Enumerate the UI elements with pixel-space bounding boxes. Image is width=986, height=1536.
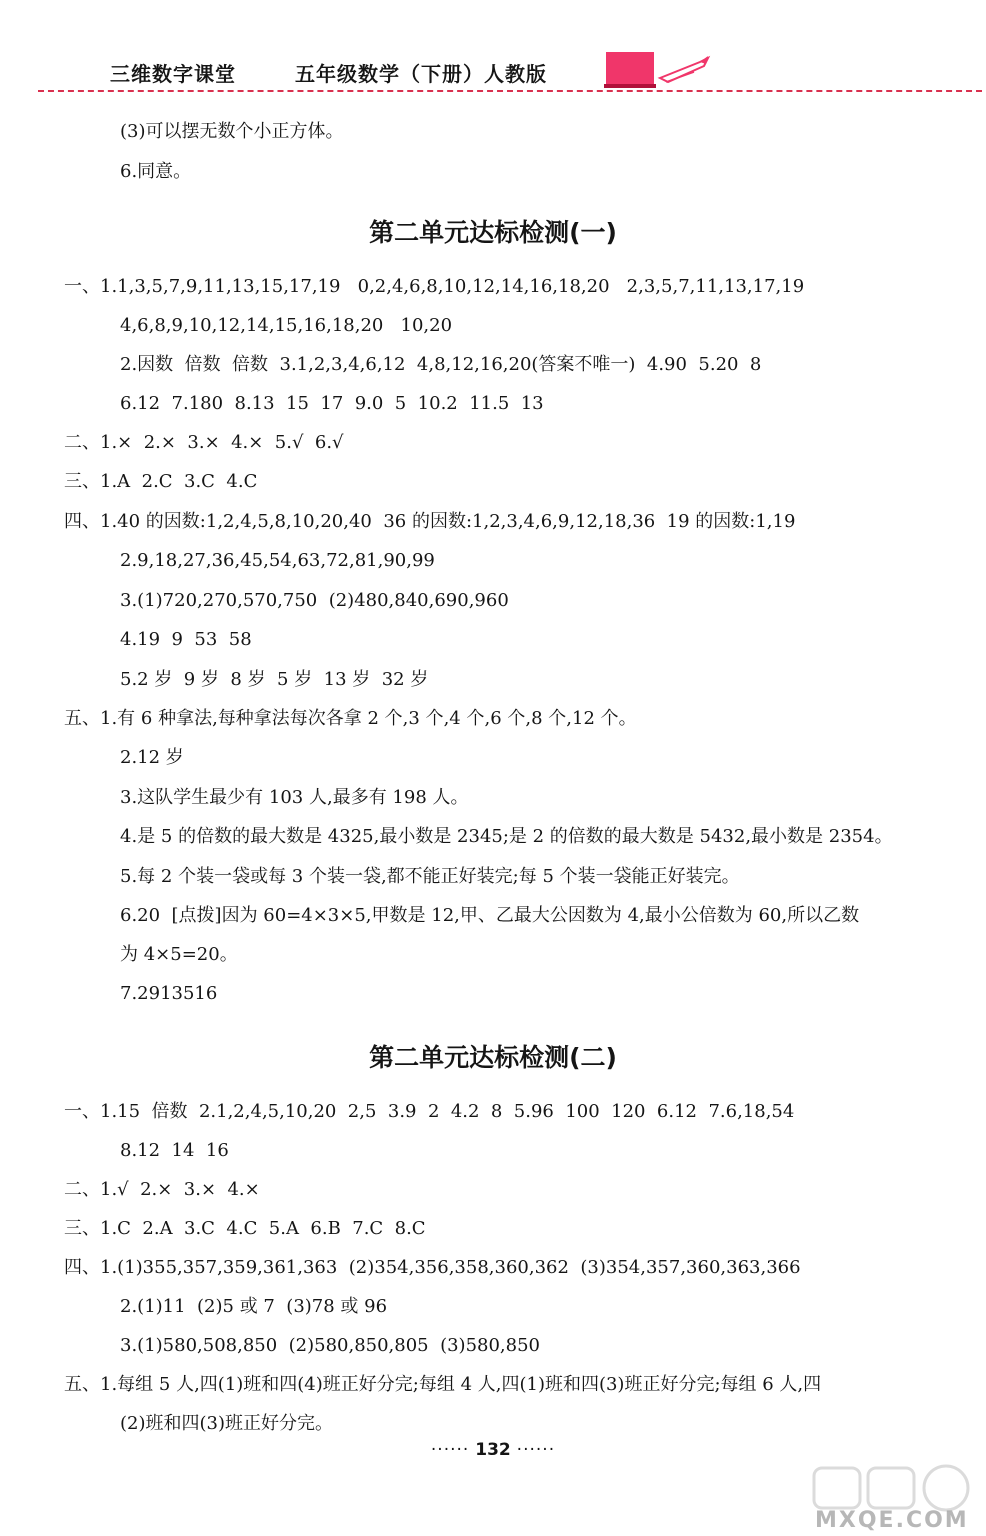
page-header <box>0 0 986 100</box>
answer-line: 5.2 岁 9 岁 8 岁 5 岁 13 岁 32 岁 <box>120 669 429 690</box>
answer-line: 3.这队学生最少有 103 人,最多有 198 人。 <box>120 787 469 808</box>
answer-line: 2.12 岁 <box>120 747 184 768</box>
answer-line: 2.因数 倍数 倍数 3.1,2,3,4,6,12 4,8,12,16,20(答案不唯一) 4.90 5.20 8 <box>120 354 762 375</box>
answer-line: 3.(1)580,508,850 (2)580,850,805 (3)580,850 <box>120 1335 541 1356</box>
answer-line: 4.是 5 的倍数的最大数是 4325,最小数是 2345;是 2 的倍数的最大数是 5432,最小数是 2354。 <box>120 826 893 847</box>
answer-line: 5.每 2 个装一袋或每 3 个装一袋,都不能正好装完;每 5 个装一袋能正好装完。 <box>120 866 740 887</box>
footer-dots-left: ······ <box>430 1440 470 1460</box>
answer-line: 2.9,18,27,36,45,54,63,72,81,90,99 <box>120 550 435 571</box>
section-title-1: 第二单元达标检测(一) <box>369 218 617 247</box>
answer-line: 6.20 [点拨]因为 60=4×3×5,甲数是 12,甲、乙最大公因数为 4,最小公倍数为 60,所以乙数 <box>120 905 860 926</box>
page-footer <box>0 1440 986 1460</box>
answer-line: 8.12 14 16 <box>120 1140 229 1161</box>
book-series-title: 三维数字课堂 <box>110 62 236 86</box>
answer-line: 四、1.(1)355,357,359,361,363 (2)354,356,358,360,362 (3)354,357,360,363,366 <box>64 1257 801 1278</box>
answer-line: 4.19 9 53 58 <box>120 629 252 650</box>
header-divider <box>38 90 982 92</box>
answer-line: 三、1.A 2.C 3.C 4.C <box>64 471 258 492</box>
answer-line: 二、1.√ 2.× 3.× 4.× <box>64 1179 260 1200</box>
answer-line: 6.12 7.180 8.13 15 17 9.0 5 10.2 11.5 13 <box>120 393 544 414</box>
answer-line: 3.(1)720,270,570,750 (2)480,840,690,960 <box>120 590 509 611</box>
rocket-icon <box>604 48 734 92</box>
answer-line: (3)可以摆无数个小正方体。 <box>120 121 344 142</box>
answer-line: 五、1.每组 5 人,四(1)班和四(4)班正好分完;每组 4 人,四(1)班和四(3)班正好分完;每组 6 人,四 <box>64 1374 822 1395</box>
answer-line: 2.(1)11 (2)5 或 7 (3)78 或 96 <box>120 1296 388 1317</box>
footer-dots-right: ······ <box>516 1440 556 1460</box>
answer-line: (2)班和四(3)班正好分完。 <box>120 1413 333 1434</box>
answer-line: 7.2913516 <box>120 983 218 1004</box>
section-title-2: 第二单元达标检测(二) <box>369 1043 617 1072</box>
answer-line: 二、1.× 2.× 3.× 4.× 5.√ 6.√ <box>64 432 344 453</box>
page-number: 132 <box>475 1440 511 1460</box>
answer-line: 五、1.有 6 种拿法,每种拿法每次各拿 2 个,3 个,4 个,6 个,8 个,12 个。 <box>64 708 637 729</box>
answer-line: 一、1.1,3,5,7,9,11,13,15,17,19 0,2,4,6,8,10,12,14,16,18,20 2,3,5,7,11,13,17,19 <box>64 276 805 297</box>
answer-line: 四、1.40 的因数:1,2,4,5,8,10,20,40 36 的因数:1,2,3,4,6,9,12,18,36 19 的因数:1,19 <box>64 511 796 532</box>
answer-line: 一、1.15 倍数 2.1,2,4,5,10,20 2,5 3.9 2 4.2 8 5.96 100 120 6.12 7.6,18,54 <box>64 1101 795 1122</box>
watermark-text: MXQE.COM <box>815 1508 969 1533</box>
answer-line: 为 4×5=20。 <box>120 944 238 965</box>
answer-line: 6.同意。 <box>120 161 192 182</box>
answer-line: 4,6,8,9,10,12,14,15,16,18,20 10,20 <box>120 315 453 336</box>
book-subject-title: 五年级数学（下册）人教版 <box>295 62 547 86</box>
answer-line: 三、1.C 2.A 3.C 4.C 5.A 6.B 7.C 8.C <box>64 1218 426 1239</box>
